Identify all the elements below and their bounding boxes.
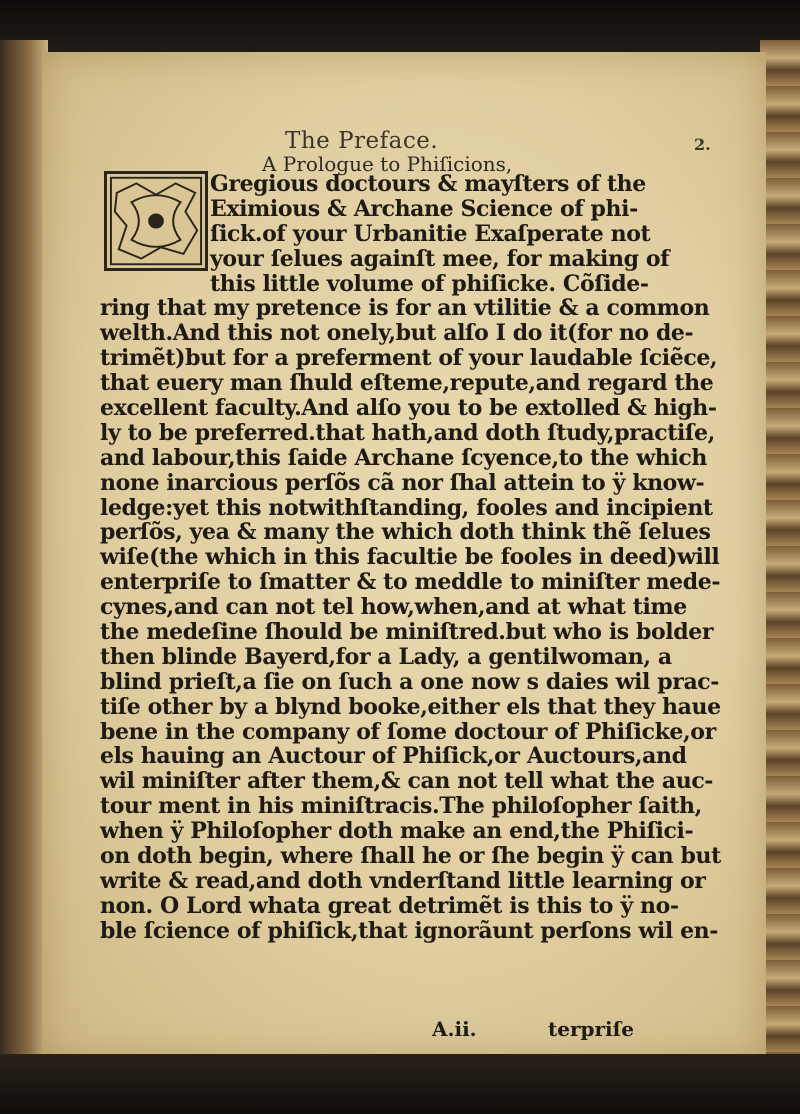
text-line: tiſe other by a blynd booke,either els that they haue [100,693,721,720]
text-line: that euery man ſhuld eſteme,repute,and regard the [100,370,714,397]
text-line: ring that my pretence is for an vtilitie & a common [100,295,710,322]
text-line: this little volume of phiſicke. Cõſide- [210,270,649,297]
text-line: wiſe(the which in this facultie be fooles in deed)will [100,544,720,571]
text-line: ble ſcience of phiſick,that ignorãunt perſons wil en- [100,917,718,944]
page-edges [760,40,800,1100]
text-line: none inarcious perſõs cã nor ſhal attein to ÿ know- [100,469,705,496]
text-line: ledge:yet this notwithſtanding, fooles and incipient [100,494,713,521]
text-line: tour ment in his miniſtracis.The philoſopher ſaith, [100,793,702,820]
text-line: your ſelues againſt mee, for making of [210,245,670,272]
text-line: Eximious & Archane Science of phi- [210,195,638,222]
text-line: when ÿ Philoſopher doth make an end,the Phiſici- [100,818,694,845]
catchword: terpriſe [548,1017,634,1041]
text-line: write & read,and doth vnderſtand little learning or [100,867,706,894]
text-line: the medeſine ſhould be miniſtred.but who is bolder [100,619,714,646]
text-line: els hauing an Auctour of Phiſick,or Auctours,and [100,743,687,770]
signature-mark: A.ii. [432,1017,477,1041]
scan-bottom-margin [0,1054,800,1114]
text-line: trimẽt)but for a preferment of your laudable ſciẽce, [100,345,718,372]
text-line: cynes,and can not tel how,when,and at what time [100,594,687,621]
text-line: wil miniſter after them,& can not tell what the auc- [100,768,714,795]
text-line: Gregious doctours & mayſters of the [210,171,646,197]
text-line: ſick.of your Urbanitie Exaſperate not [210,220,651,247]
text-line: non. O Lord whata great detrimẽt is this to ÿ no- [100,892,679,919]
scan-top-margin [0,0,800,60]
text-line: ly to be preferred.that hath,and doth ſtudy,practiſe, [100,419,715,446]
text-line: excellent faculty.And alſo you to be extolled & high- [100,395,717,422]
text-line: bene in the company of ſome doctour of Phiſicke,or [100,718,716,745]
text-line: and labour,this ſaide Archane ſcyence,to the which [100,444,707,471]
text-line: welth.And this not onely,but alſo I do it(for no de- [100,320,694,347]
text-line: blind prieſt,a ſie on ſuch a one now s daies wil prac- [100,668,720,695]
text-line: enterpriſe to ſmatter & to meddle to miniſter mede- [100,569,721,596]
prologue-heading: A Prologue to Phiſicions, [262,152,513,176]
running-title: The Preface. [285,128,439,154]
book-gutter [0,40,48,1100]
prologue-text [100,171,721,944]
text-line: then blinde Bayerd,for a Lady, a gentilwoman, a [100,643,672,670]
text-line: on doth begin, where ſhall he or ſhe begin ÿ can but [100,843,721,870]
page-number: 2. [694,135,711,154]
text-line: perſõs, yea & many the which doth think thẽ ſelues [100,519,711,546]
